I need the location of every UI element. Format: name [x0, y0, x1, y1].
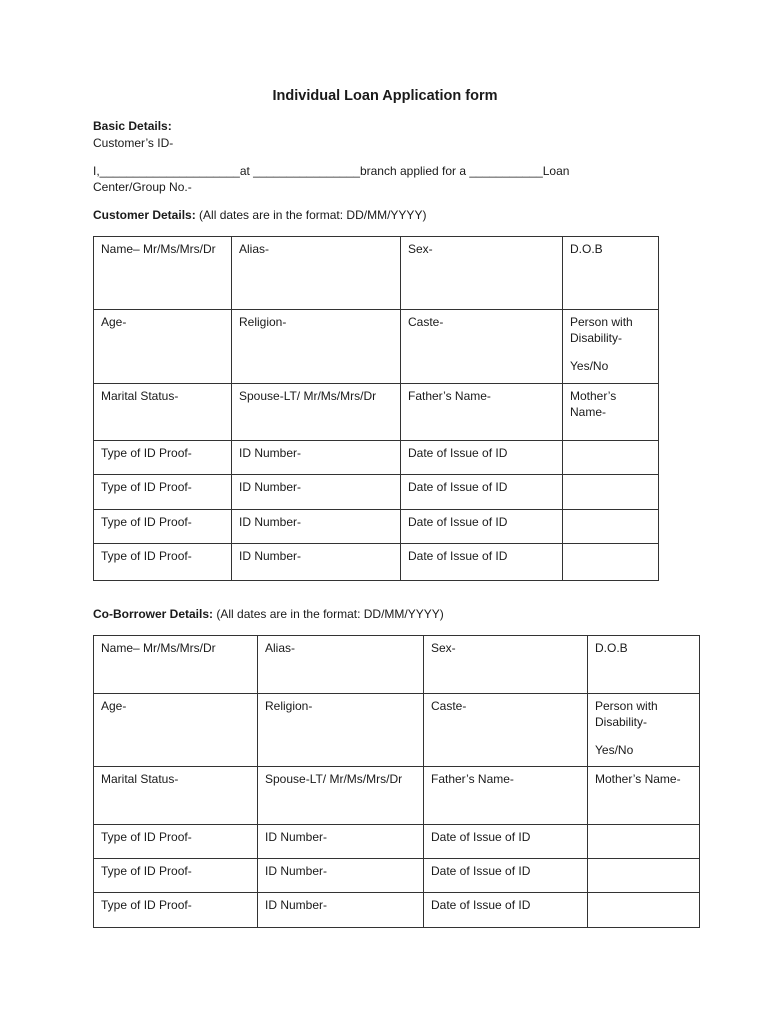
- customer-id-extra-cell[interactable]: [563, 510, 659, 544]
- customer-alias-cell[interactable]: Alias-: [232, 237, 401, 310]
- customer-id-label: Customer’s ID-: [93, 136, 174, 150]
- coborrower-marital-cell[interactable]: Marital Status-: [94, 767, 258, 825]
- coborrower-sex-cell[interactable]: Sex-: [424, 636, 588, 694]
- customer-caste-cell[interactable]: Caste-: [401, 310, 563, 384]
- customer-id-number-cell[interactable]: ID Number-: [232, 475, 401, 510]
- customer-id-extra-cell[interactable]: [563, 544, 659, 581]
- customer-father-cell[interactable]: Father’s Name-: [401, 384, 563, 441]
- customer-details-title: Customer Details:: [93, 208, 196, 222]
- page-title: Individual Loan Application form: [272, 88, 498, 104]
- coborrower-id-type-cell[interactable]: Type of ID Proof-: [94, 859, 258, 893]
- coborrower-caste-cell[interactable]: Caste-: [424, 694, 588, 767]
- coborrower-mother-cell[interactable]: Mother’s Name-: [588, 767, 700, 825]
- coborrower-details-heading: [93, 607, 444, 621]
- coborrower-id-date-cell[interactable]: Date of Issue of ID: [424, 859, 588, 893]
- coborrower-id-date-cell[interactable]: Date of Issue of ID: [424, 825, 588, 859]
- customer-id-date-cell[interactable]: Date of Issue of ID: [401, 475, 563, 510]
- customer-religion-cell[interactable]: Religion-: [232, 310, 401, 384]
- coborrower-id-number-cell[interactable]: ID Number-: [258, 859, 424, 893]
- customer-date-format-note: (All dates are in the format: DD/MM/YYYY): [195, 208, 427, 222]
- coborrower-date-format-note: (All dates are in the format: DD/MM/YYYY): [213, 607, 444, 621]
- customer-details-heading: [93, 208, 426, 222]
- customer-id-date-cell[interactable]: Date of Issue of ID: [401, 510, 563, 544]
- customer-id-type-cell[interactable]: Type of ID Proof-: [94, 544, 232, 581]
- coborrower-religion-cell[interactable]: Religion-: [258, 694, 424, 767]
- customer-id-type-cell[interactable]: Type of ID Proof-: [94, 441, 232, 475]
- coborrower-dob-cell[interactable]: D.O.B: [588, 636, 700, 694]
- coborrower-id-type-cell[interactable]: Type of ID Proof-: [94, 825, 258, 859]
- coborrower-father-cell[interactable]: Father’s Name-: [424, 767, 588, 825]
- customer-dob-cell[interactable]: D.O.B: [563, 237, 659, 310]
- coborrower-spouse-cell[interactable]: Spouse-LT/ Mr/Ms/Mrs/Dr: [258, 767, 424, 825]
- customer-id-number-cell[interactable]: ID Number-: [232, 544, 401, 581]
- coborrower-id-number-cell[interactable]: ID Number-: [258, 825, 424, 859]
- customer-id-type-cell[interactable]: Type of ID Proof-: [94, 475, 232, 510]
- application-statement-line1: I,_____________________at ________________branch applied for a ___________Loan: [93, 164, 570, 178]
- coborrower-name-cell[interactable]: Name– Mr/Ms/Mrs/Dr: [94, 636, 258, 694]
- customer-name-cell[interactable]: Name– Mr/Ms/Mrs/Dr: [94, 237, 232, 310]
- coborrower-alias-cell[interactable]: Alias-: [258, 636, 424, 694]
- customer-id-extra-cell[interactable]: [563, 475, 659, 510]
- coborrower-id-type-cell[interactable]: Type of ID Proof-: [94, 893, 258, 928]
- customer-id-number-cell[interactable]: ID Number-: [232, 441, 401, 475]
- coborrower-id-number-cell[interactable]: ID Number-: [258, 893, 424, 928]
- customer-disability-label: Person with Disability-: [570, 315, 633, 345]
- coborrower-id-extra-cell[interactable]: [588, 825, 700, 859]
- customer-id-date-cell[interactable]: Date of Issue of ID: [401, 441, 563, 475]
- coborrower-age-cell[interactable]: Age-: [94, 694, 258, 767]
- coborrower-id-extra-cell[interactable]: [588, 859, 700, 893]
- coborrower-disability-cell[interactable]: [588, 694, 700, 767]
- coborrower-disability-label: Person with Disability-: [595, 699, 658, 729]
- coborrower-id-extra-cell[interactable]: [588, 893, 700, 928]
- coborrower-details-table: [93, 635, 700, 928]
- customer-id-extra-cell[interactable]: [563, 441, 659, 475]
- customer-sex-cell[interactable]: Sex-: [401, 237, 563, 310]
- coborrower-id-date-cell[interactable]: Date of Issue of ID: [424, 893, 588, 928]
- customer-id-type-cell[interactable]: Type of ID Proof-: [94, 510, 232, 544]
- customer-disability-cell[interactable]: [563, 310, 659, 384]
- customer-mother-cell[interactable]: Mother’s Name-: [563, 384, 659, 441]
- customer-id-number-cell[interactable]: ID Number-: [232, 510, 401, 544]
- customer-age-cell[interactable]: Age-: [94, 310, 232, 384]
- application-statement-line2: Center/Group No.-: [93, 180, 192, 194]
- customer-details-table: [93, 236, 659, 581]
- coborrower-details-title: Co-Borrower Details:: [93, 607, 214, 621]
- customer-yes-no: Yes/No: [570, 359, 609, 373]
- customer-id-date-cell[interactable]: Date of Issue of ID: [401, 544, 563, 581]
- customer-spouse-cell[interactable]: Spouse-LT/ Mr/Ms/Mrs/Dr: [232, 384, 401, 441]
- basic-details-heading: Basic Details:: [93, 119, 172, 133]
- customer-marital-cell[interactable]: Marital Status-: [94, 384, 232, 441]
- coborrower-yes-no: Yes/No: [595, 743, 634, 757]
